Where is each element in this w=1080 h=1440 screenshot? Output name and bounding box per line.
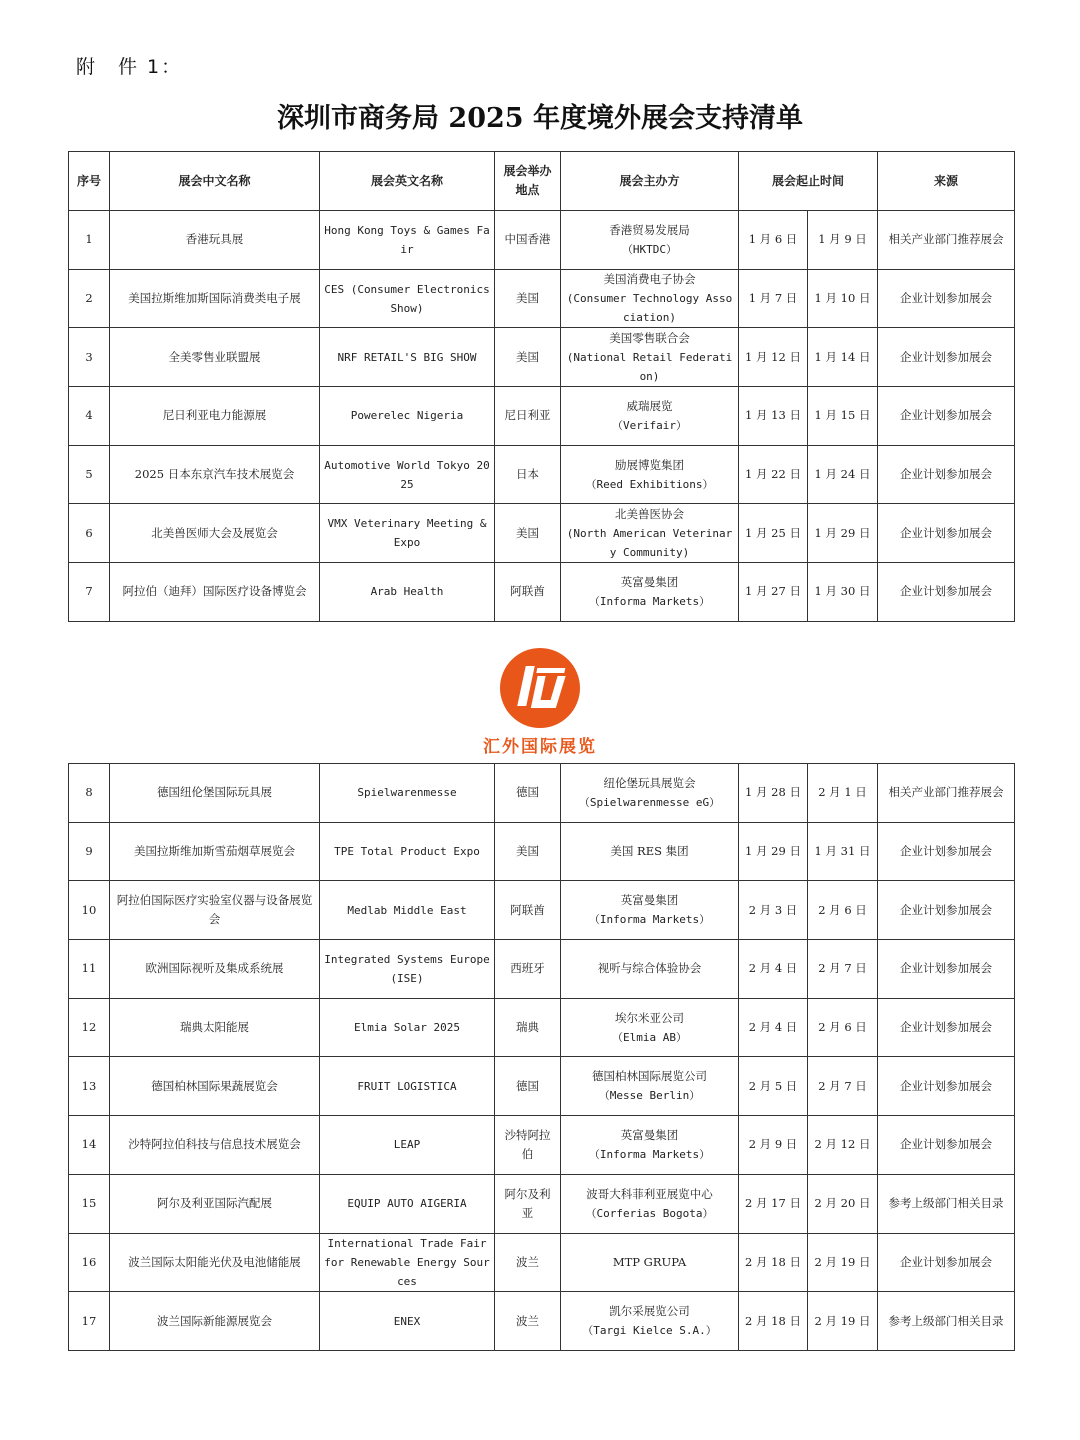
cell-organizer bbox=[561, 822, 739, 881]
cell-no: 5 bbox=[69, 445, 110, 504]
cell-source: 企业计划参加展会 bbox=[878, 881, 1015, 940]
cell-start-date: 2 月 3 日 bbox=[739, 881, 808, 940]
cell-source: 企业计划参加展会 bbox=[878, 822, 1015, 881]
cell-start-date: 2 月 18 日 bbox=[739, 1233, 808, 1292]
table-row bbox=[69, 563, 1015, 622]
cell-no: 2 bbox=[69, 269, 110, 328]
cell-cn-name: 阿拉伯（迪拜）国际医疗设备博览会 bbox=[110, 563, 320, 622]
cell-start-date: 1 月 13 日 bbox=[739, 387, 808, 446]
cell-no: 14 bbox=[69, 1116, 110, 1175]
exhibition-table-part1 bbox=[68, 151, 1015, 622]
cell-no: 7 bbox=[69, 563, 110, 622]
cell-location: 德国 bbox=[495, 764, 561, 823]
table-row bbox=[69, 1174, 1015, 1233]
cell-end-date: 2 月 12 日 bbox=[808, 1116, 878, 1175]
table-row bbox=[69, 998, 1015, 1057]
cell-organizer bbox=[561, 764, 739, 823]
header-organizer: 展会主办方 bbox=[561, 152, 739, 211]
cell-start-date: 1 月 25 日 bbox=[739, 504, 808, 563]
table-row bbox=[69, 1292, 1015, 1351]
table-row bbox=[69, 211, 1015, 270]
cell-en-name: FRUIT LOGISTICA bbox=[320, 1057, 495, 1116]
cell-en-name: Spielwarenmesse bbox=[320, 764, 495, 823]
organizer-english-name: （Corferias Bogota） bbox=[585, 1206, 714, 1220]
cell-no: 12 bbox=[69, 998, 110, 1057]
organizer-english-name: （Spielwarenmesse eG） bbox=[578, 795, 721, 809]
cell-organizer bbox=[561, 940, 739, 999]
organizer-name: 德国柏林国际展览公司 bbox=[592, 1069, 707, 1084]
cell-location: 波兰 bbox=[495, 1233, 561, 1292]
organizer-name: 美国零售联合会 bbox=[609, 330, 690, 345]
cell-start-date: 1 月 28 日 bbox=[739, 764, 808, 823]
cell-organizer bbox=[561, 504, 739, 563]
cell-en-name: LEAP bbox=[320, 1116, 495, 1175]
cell-source: 企业计划参加展会 bbox=[878, 328, 1015, 387]
cell-location: 美国 bbox=[495, 822, 561, 881]
organizer-name: 英富曼集团 bbox=[620, 574, 679, 589]
cell-source: 企业计划参加展会 bbox=[878, 998, 1015, 1057]
cell-location: 德国 bbox=[495, 1057, 561, 1116]
table-row bbox=[69, 764, 1015, 823]
cell-source: 企业计划参加展会 bbox=[878, 269, 1015, 328]
organizer-english-name: （Targi Kielce S.A.） bbox=[582, 1324, 717, 1338]
cell-organizer bbox=[561, 211, 739, 270]
cell-source: 企业计划参加展会 bbox=[878, 1057, 1015, 1116]
cell-no: 6 bbox=[69, 504, 110, 563]
huiwai-logo-icon bbox=[498, 646, 582, 730]
cell-no: 16 bbox=[69, 1233, 110, 1292]
organizer-english-name: (North American Veterinary Community) bbox=[566, 526, 733, 559]
cell-organizer bbox=[561, 998, 739, 1057]
table-row bbox=[69, 940, 1015, 999]
cell-cn-name: 尼日利亚电力能源展 bbox=[110, 387, 320, 446]
cell-start-date: 1 月 7 日 bbox=[739, 269, 808, 328]
header-source: 来源 bbox=[878, 152, 1015, 211]
cell-source: 企业计划参加展会 bbox=[878, 504, 1015, 563]
header-cn-name: 展会中文名称 bbox=[110, 152, 320, 211]
organizer-english-name: （Verifair） bbox=[612, 418, 687, 432]
table-row bbox=[69, 881, 1015, 940]
cell-cn-name: 阿尔及利亚国际汽配展 bbox=[110, 1174, 320, 1233]
organizer-english-name: （Reed Exhibitions） bbox=[585, 477, 714, 491]
header-no: 序号 bbox=[69, 152, 110, 211]
cell-organizer bbox=[561, 1292, 739, 1351]
organizer-name: 英富曼集团 bbox=[620, 893, 679, 908]
table-row bbox=[69, 387, 1015, 446]
cell-cn-name: 沙特阿拉伯科技与信息技术展览会 bbox=[110, 1116, 320, 1175]
table-row bbox=[69, 445, 1015, 504]
cell-end-date: 2 月 7 日 bbox=[808, 940, 878, 999]
cell-organizer bbox=[561, 881, 739, 940]
organizer-name: MTP GRUPA bbox=[612, 1254, 687, 1269]
organizer-name: 视听与综合体验协会 bbox=[597, 961, 702, 976]
cell-source: 参考上级部门相关目录 bbox=[878, 1292, 1015, 1351]
cell-end-date: 1 月 31 日 bbox=[808, 822, 878, 881]
cell-no: 17 bbox=[69, 1292, 110, 1351]
cell-location: 尼日利亚 bbox=[495, 387, 561, 446]
organizer-name: 美国 RES 集团 bbox=[610, 844, 689, 859]
cell-cn-name: 欧洲国际视听及集成系统展 bbox=[110, 940, 320, 999]
cell-organizer bbox=[561, 1057, 739, 1116]
table-row bbox=[69, 269, 1015, 328]
cell-en-name: Integrated Systems Europe (ISE) bbox=[320, 940, 495, 999]
cell-cn-name: 阿拉伯国际医疗实验室仪器与设备展览会 bbox=[110, 881, 320, 940]
cell-no: 9 bbox=[69, 822, 110, 881]
cell-location: 日本 bbox=[495, 445, 561, 504]
cell-en-name: Elmia Solar 2025 bbox=[320, 998, 495, 1057]
cell-start-date: 2 月 4 日 bbox=[739, 998, 808, 1057]
cell-location: 阿联酋 bbox=[495, 881, 561, 940]
cell-start-date: 1 月 6 日 bbox=[739, 211, 808, 270]
cell-source: 企业计划参加展会 bbox=[878, 563, 1015, 622]
header-dates: 展会起止时间 bbox=[739, 152, 878, 211]
cell-location: 波兰 bbox=[495, 1292, 561, 1351]
cell-organizer bbox=[561, 1174, 739, 1233]
table-header-row bbox=[69, 152, 1015, 211]
organizer-name: 凯尔采展览公司 bbox=[609, 1304, 690, 1319]
cell-end-date: 1 月 29 日 bbox=[808, 504, 878, 563]
organizer-name: 励展博览集团 bbox=[615, 457, 684, 472]
cell-source: 企业计划参加展会 bbox=[878, 445, 1015, 504]
organizer-name: 北美兽医协会 bbox=[615, 506, 684, 521]
table-row bbox=[69, 328, 1015, 387]
organizer-name: 威瑞展览 bbox=[626, 398, 673, 413]
cell-no: 15 bbox=[69, 1174, 110, 1233]
cell-no: 1 bbox=[69, 211, 110, 270]
organizer-name: 美国消费电子协会 bbox=[603, 272, 696, 287]
cell-no: 8 bbox=[69, 764, 110, 823]
cell-organizer bbox=[561, 269, 739, 328]
cell-end-date: 1 月 14 日 bbox=[808, 328, 878, 387]
cell-no: 13 bbox=[69, 1057, 110, 1116]
organizer-english-name: （Messe Berlin） bbox=[598, 1089, 701, 1103]
organizer-english-name: (Consumer Technology Association) bbox=[566, 292, 733, 325]
cell-organizer bbox=[561, 1116, 739, 1175]
organizer-name: 纽伦堡玩具展览会 bbox=[603, 775, 696, 790]
cell-end-date: 1 月 30 日 bbox=[808, 563, 878, 622]
organizer-name: 波哥大科菲利亚展览中心 bbox=[586, 1186, 713, 1201]
cell-en-name: EQUIP AUTO AIGERIA bbox=[320, 1174, 495, 1233]
organizer-name: 香港贸易发展局 bbox=[609, 222, 690, 237]
cell-end-date: 2 月 19 日 bbox=[808, 1233, 878, 1292]
cell-end-date: 1 月 15 日 bbox=[808, 387, 878, 446]
cell-start-date: 2 月 5 日 bbox=[739, 1057, 808, 1116]
cell-start-date: 1 月 22 日 bbox=[739, 445, 808, 504]
cell-location: 中国香港 bbox=[495, 211, 561, 270]
table-row bbox=[69, 822, 1015, 881]
cell-start-date: 2 月 18 日 bbox=[739, 1292, 808, 1351]
cell-en-name: Medlab Middle East bbox=[320, 881, 495, 940]
cell-en-name: Powerelec Nigeria bbox=[320, 387, 495, 446]
cell-source: 企业计划参加展会 bbox=[878, 387, 1015, 446]
cell-en-name: TPE Total Product Expo bbox=[320, 822, 495, 881]
cell-start-date: 2 月 9 日 bbox=[739, 1116, 808, 1175]
cell-start-date: 1 月 27 日 bbox=[739, 563, 808, 622]
cell-source: 相关产业部门推荐展会 bbox=[878, 211, 1015, 270]
organizer-english-name: （HKTDC） bbox=[621, 242, 678, 256]
cell-end-date: 2 月 6 日 bbox=[808, 998, 878, 1057]
cell-start-date: 2 月 4 日 bbox=[739, 940, 808, 999]
cell-cn-name: 德国柏林国际果蔬展览会 bbox=[110, 1057, 320, 1116]
header-location: 展会举办地点 bbox=[495, 152, 561, 211]
cell-en-name: Automotive World Tokyo 2025 bbox=[320, 445, 495, 504]
cell-en-name: VMX Veterinary Meeting & Expo bbox=[320, 504, 495, 563]
cell-location: 美国 bbox=[495, 328, 561, 387]
table-row bbox=[69, 1233, 1015, 1292]
cell-organizer bbox=[561, 563, 739, 622]
cell-location: 美国 bbox=[495, 504, 561, 563]
table-row bbox=[69, 504, 1015, 563]
cell-organizer bbox=[561, 1233, 739, 1292]
cell-location: 阿联酋 bbox=[495, 563, 561, 622]
cell-source: 企业计划参加展会 bbox=[878, 940, 1015, 999]
cell-cn-name: 美国拉斯维加斯国际消费类电子展 bbox=[110, 269, 320, 328]
organizer-name: 英富曼集团 bbox=[620, 1127, 679, 1142]
cell-end-date: 2 月 6 日 bbox=[808, 881, 878, 940]
cell-cn-name: 瑞典太阳能展 bbox=[110, 998, 320, 1057]
cell-end-date: 2 月 19 日 bbox=[808, 1292, 878, 1351]
organizer-english-name: （Informa Markets） bbox=[588, 1147, 711, 1161]
cell-source: 参考上级部门相关目录 bbox=[878, 1174, 1015, 1233]
cell-en-name: Arab Health bbox=[320, 563, 495, 622]
cell-end-date: 1 月 24 日 bbox=[808, 445, 878, 504]
organizer-english-name: （Informa Markets） bbox=[588, 594, 711, 608]
organizer-english-name: （Informa Markets） bbox=[588, 913, 711, 927]
cell-source: 企业计划参加展会 bbox=[878, 1116, 1015, 1175]
cell-cn-name: 波兰国际太阳能光伏及电池储能展 bbox=[110, 1233, 320, 1292]
cell-organizer bbox=[561, 445, 739, 504]
document-title: 深圳市商务局 2025 年度境外展会支持清单 bbox=[277, 103, 803, 134]
cell-location: 瑞典 bbox=[495, 998, 561, 1057]
organizer-english-name: (National Retail Federation) bbox=[566, 350, 733, 383]
cell-source: 相关产业部门推荐展会 bbox=[878, 764, 1015, 823]
organizer-name: 埃尔米亚公司 bbox=[615, 1010, 684, 1025]
huiwai-logo bbox=[440, 646, 640, 766]
cell-location: 沙特阿拉伯 bbox=[495, 1116, 561, 1175]
cell-end-date: 2 月 20 日 bbox=[808, 1174, 878, 1233]
cell-location: 阿尔及利亚 bbox=[495, 1174, 561, 1233]
cell-organizer bbox=[561, 387, 739, 446]
cell-en-name: Hong Kong Toys & Games Fair bbox=[320, 211, 495, 270]
cell-en-name: International Trade Fair for Renewable Energy Sources bbox=[320, 1233, 495, 1292]
cell-start-date: 2 月 17 日 bbox=[739, 1174, 808, 1233]
cell-no: 3 bbox=[69, 328, 110, 387]
cell-location: 西班牙 bbox=[495, 940, 561, 999]
cell-no: 11 bbox=[69, 940, 110, 999]
cell-cn-name: 香港玩具展 bbox=[110, 211, 320, 270]
cell-cn-name: 美国拉斯维加斯雪茄烟草展览会 bbox=[110, 822, 320, 881]
cell-location: 美国 bbox=[495, 269, 561, 328]
cell-no: 4 bbox=[69, 387, 110, 446]
cell-en-name: CES (Consumer Electronics Show) bbox=[320, 269, 495, 328]
attachment-label: 附 件 1： bbox=[76, 56, 183, 78]
logo-text: 汇外国际展览 bbox=[483, 737, 597, 757]
cell-start-date: 1 月 29 日 bbox=[739, 822, 808, 881]
cell-source: 企业计划参加展会 bbox=[878, 1233, 1015, 1292]
header-en-name: 展会英文名称 bbox=[320, 152, 495, 211]
cell-end-date: 1 月 10 日 bbox=[808, 269, 878, 328]
cell-organizer bbox=[561, 328, 739, 387]
cell-no: 10 bbox=[69, 881, 110, 940]
cell-cn-name: 波兰国际新能源展览会 bbox=[110, 1292, 320, 1351]
exhibition-table-part2 bbox=[68, 763, 1015, 1351]
cell-cn-name: 全美零售业联盟展 bbox=[110, 328, 320, 387]
cell-end-date: 2 月 1 日 bbox=[808, 764, 878, 823]
cell-cn-name: 德国纽伦堡国际玩具展 bbox=[110, 764, 320, 823]
cell-cn-name: 2025 日本东京汽车技术展览会 bbox=[110, 445, 320, 504]
cell-end-date: 1 月 9 日 bbox=[808, 211, 878, 270]
cell-end-date: 2 月 7 日 bbox=[808, 1057, 878, 1116]
cell-en-name: NRF RETAIL'S BIG SHOW bbox=[320, 328, 495, 387]
cell-cn-name: 北美兽医师大会及展览会 bbox=[110, 504, 320, 563]
cell-start-date: 1 月 12 日 bbox=[739, 328, 808, 387]
table-row bbox=[69, 1116, 1015, 1175]
cell-en-name: ENEX bbox=[320, 1292, 495, 1351]
organizer-english-name: （Elmia AB） bbox=[612, 1030, 687, 1044]
table-row bbox=[69, 1057, 1015, 1116]
